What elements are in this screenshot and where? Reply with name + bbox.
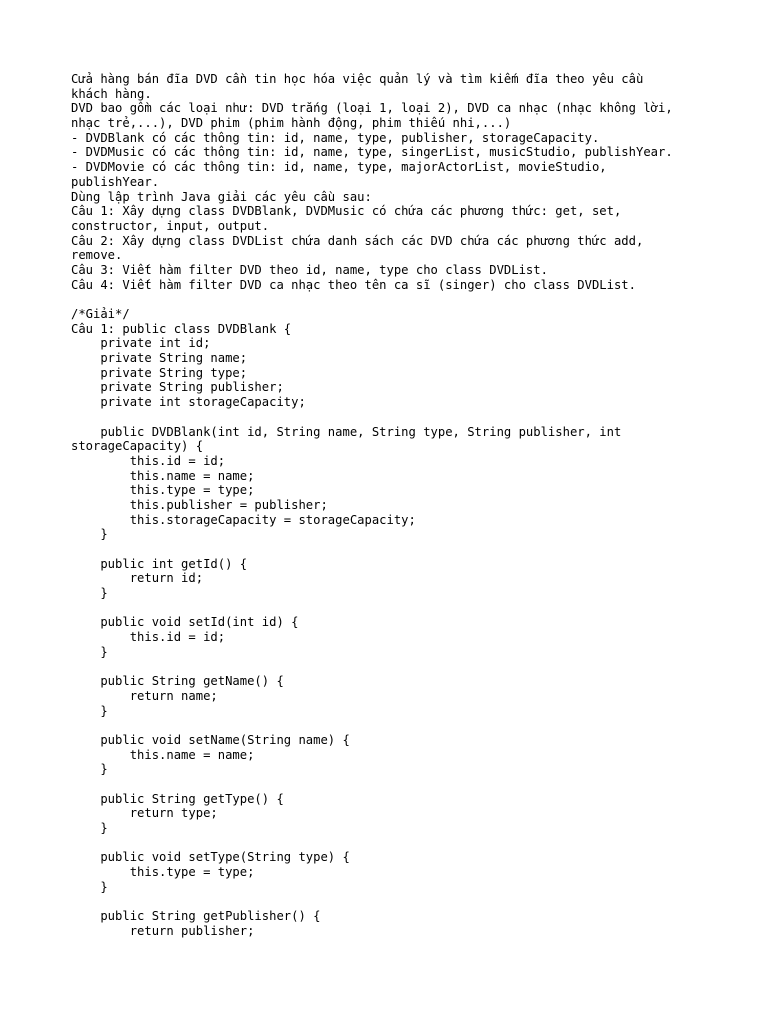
text-line: public String getPublisher() { bbox=[71, 909, 321, 924]
text-line: } bbox=[71, 879, 108, 894]
text-line: this.storageCapacity = storageCapacity; bbox=[71, 512, 416, 527]
text-line: public String getType() { bbox=[71, 791, 284, 806]
text-line: khách hàng. bbox=[71, 86, 152, 101]
text-line: nhạc trẻ,...), DVD phim (phim hành động, phim thiếu nhi,...) bbox=[71, 116, 512, 131]
text-line: this.type = type; bbox=[71, 483, 255, 498]
blank-line bbox=[71, 836, 751, 851]
text-line: public int getId() { bbox=[71, 556, 248, 571]
text-line: } bbox=[71, 703, 108, 718]
text-line: private String type; bbox=[71, 365, 248, 380]
blank-line bbox=[71, 718, 751, 733]
text-line: storageCapacity) { bbox=[71, 439, 204, 454]
text-line: Cửa hàng bán đĩa DVD cần tin học hóa việc quản lý và tìm kiếm đĩa theo yêu cầu bbox=[71, 72, 644, 86]
text-line: Câu 1: public class DVDBlank { bbox=[71, 321, 292, 336]
text-line: - DVDMusic có các thông tin: id, name, type, singerList, musicStudio, publishYear. bbox=[71, 145, 673, 160]
blank-line bbox=[71, 410, 751, 425]
text-line: } bbox=[71, 586, 108, 601]
text-line: public void setType(String type) { bbox=[71, 850, 350, 865]
text-line: } bbox=[71, 527, 108, 542]
text-line: Câu 2: Xây dựng class DVDList chứa danh sách các DVD chứa các phương thức add, bbox=[71, 233, 644, 248]
blank-line bbox=[71, 777, 751, 792]
text-line: this.id = id; bbox=[71, 453, 226, 468]
text-line: public String getName() { bbox=[71, 674, 284, 689]
text-line: } bbox=[71, 762, 108, 777]
text-line: - DVDBlank có các thông tin: id, name, type, publisher, storageCapacity. bbox=[71, 130, 600, 145]
text-line: private String name; bbox=[71, 351, 248, 366]
text-line: Câu 3: Viết hàm filter DVD theo id, name, type cho class DVDList. bbox=[71, 262, 548, 277]
text-line: - DVDMovie có các thông tin: id, name, type, majorActorList, movieStudio, bbox=[71, 160, 607, 175]
blank-line bbox=[71, 292, 751, 307]
text-line: public void setId(int id) { bbox=[71, 615, 299, 630]
blank-line bbox=[71, 601, 751, 616]
text-line: private String publisher; bbox=[71, 380, 284, 395]
document-text bbox=[71, 72, 751, 939]
text-line: private int storageCapacity; bbox=[71, 395, 306, 410]
blank-line bbox=[71, 660, 751, 675]
text-line: return id; bbox=[71, 571, 204, 586]
blank-line bbox=[71, 542, 751, 557]
text-line: this.type = type; bbox=[71, 865, 255, 880]
text-line: Câu 1: Xây dựng class DVDBlank, DVDMusic có chứa các phương thức: get, set, bbox=[71, 204, 622, 219]
text-line: constructor, input, output. bbox=[71, 218, 270, 233]
text-line: publishYear. bbox=[71, 174, 160, 189]
blank-line bbox=[71, 895, 751, 910]
text-line: return type; bbox=[71, 806, 218, 821]
text-line: return publisher; bbox=[71, 923, 255, 938]
text-line: } bbox=[71, 821, 108, 836]
text-line: private int id; bbox=[71, 336, 211, 351]
text-line: remove. bbox=[71, 248, 123, 263]
text-line: } bbox=[71, 644, 108, 659]
text-line: public void setName(String name) { bbox=[71, 732, 350, 747]
text-line: this.publisher = publisher; bbox=[71, 497, 328, 512]
text-line: this.name = name; bbox=[71, 747, 255, 762]
text-line: public DVDBlank(int id, String name, String type, String publisher, int bbox=[71, 424, 622, 439]
text-line: Dùng lập trình Java giải các yêu cầu sau: bbox=[71, 189, 372, 204]
text-line: return name; bbox=[71, 688, 218, 703]
text-line: Câu 4: Viết hàm filter DVD ca nhạc theo tên ca sĩ (singer) cho class DVDList. bbox=[71, 277, 636, 292]
text-line: DVD bao gồm các loại như: DVD trắng (loại 1, loại 2), DVD ca nhạc (nhạc không lời, bbox=[71, 101, 673, 116]
text-line: /*Giải*/ bbox=[71, 307, 130, 321]
text-line: this.id = id; bbox=[71, 630, 226, 645]
text-line: this.name = name; bbox=[71, 468, 255, 483]
